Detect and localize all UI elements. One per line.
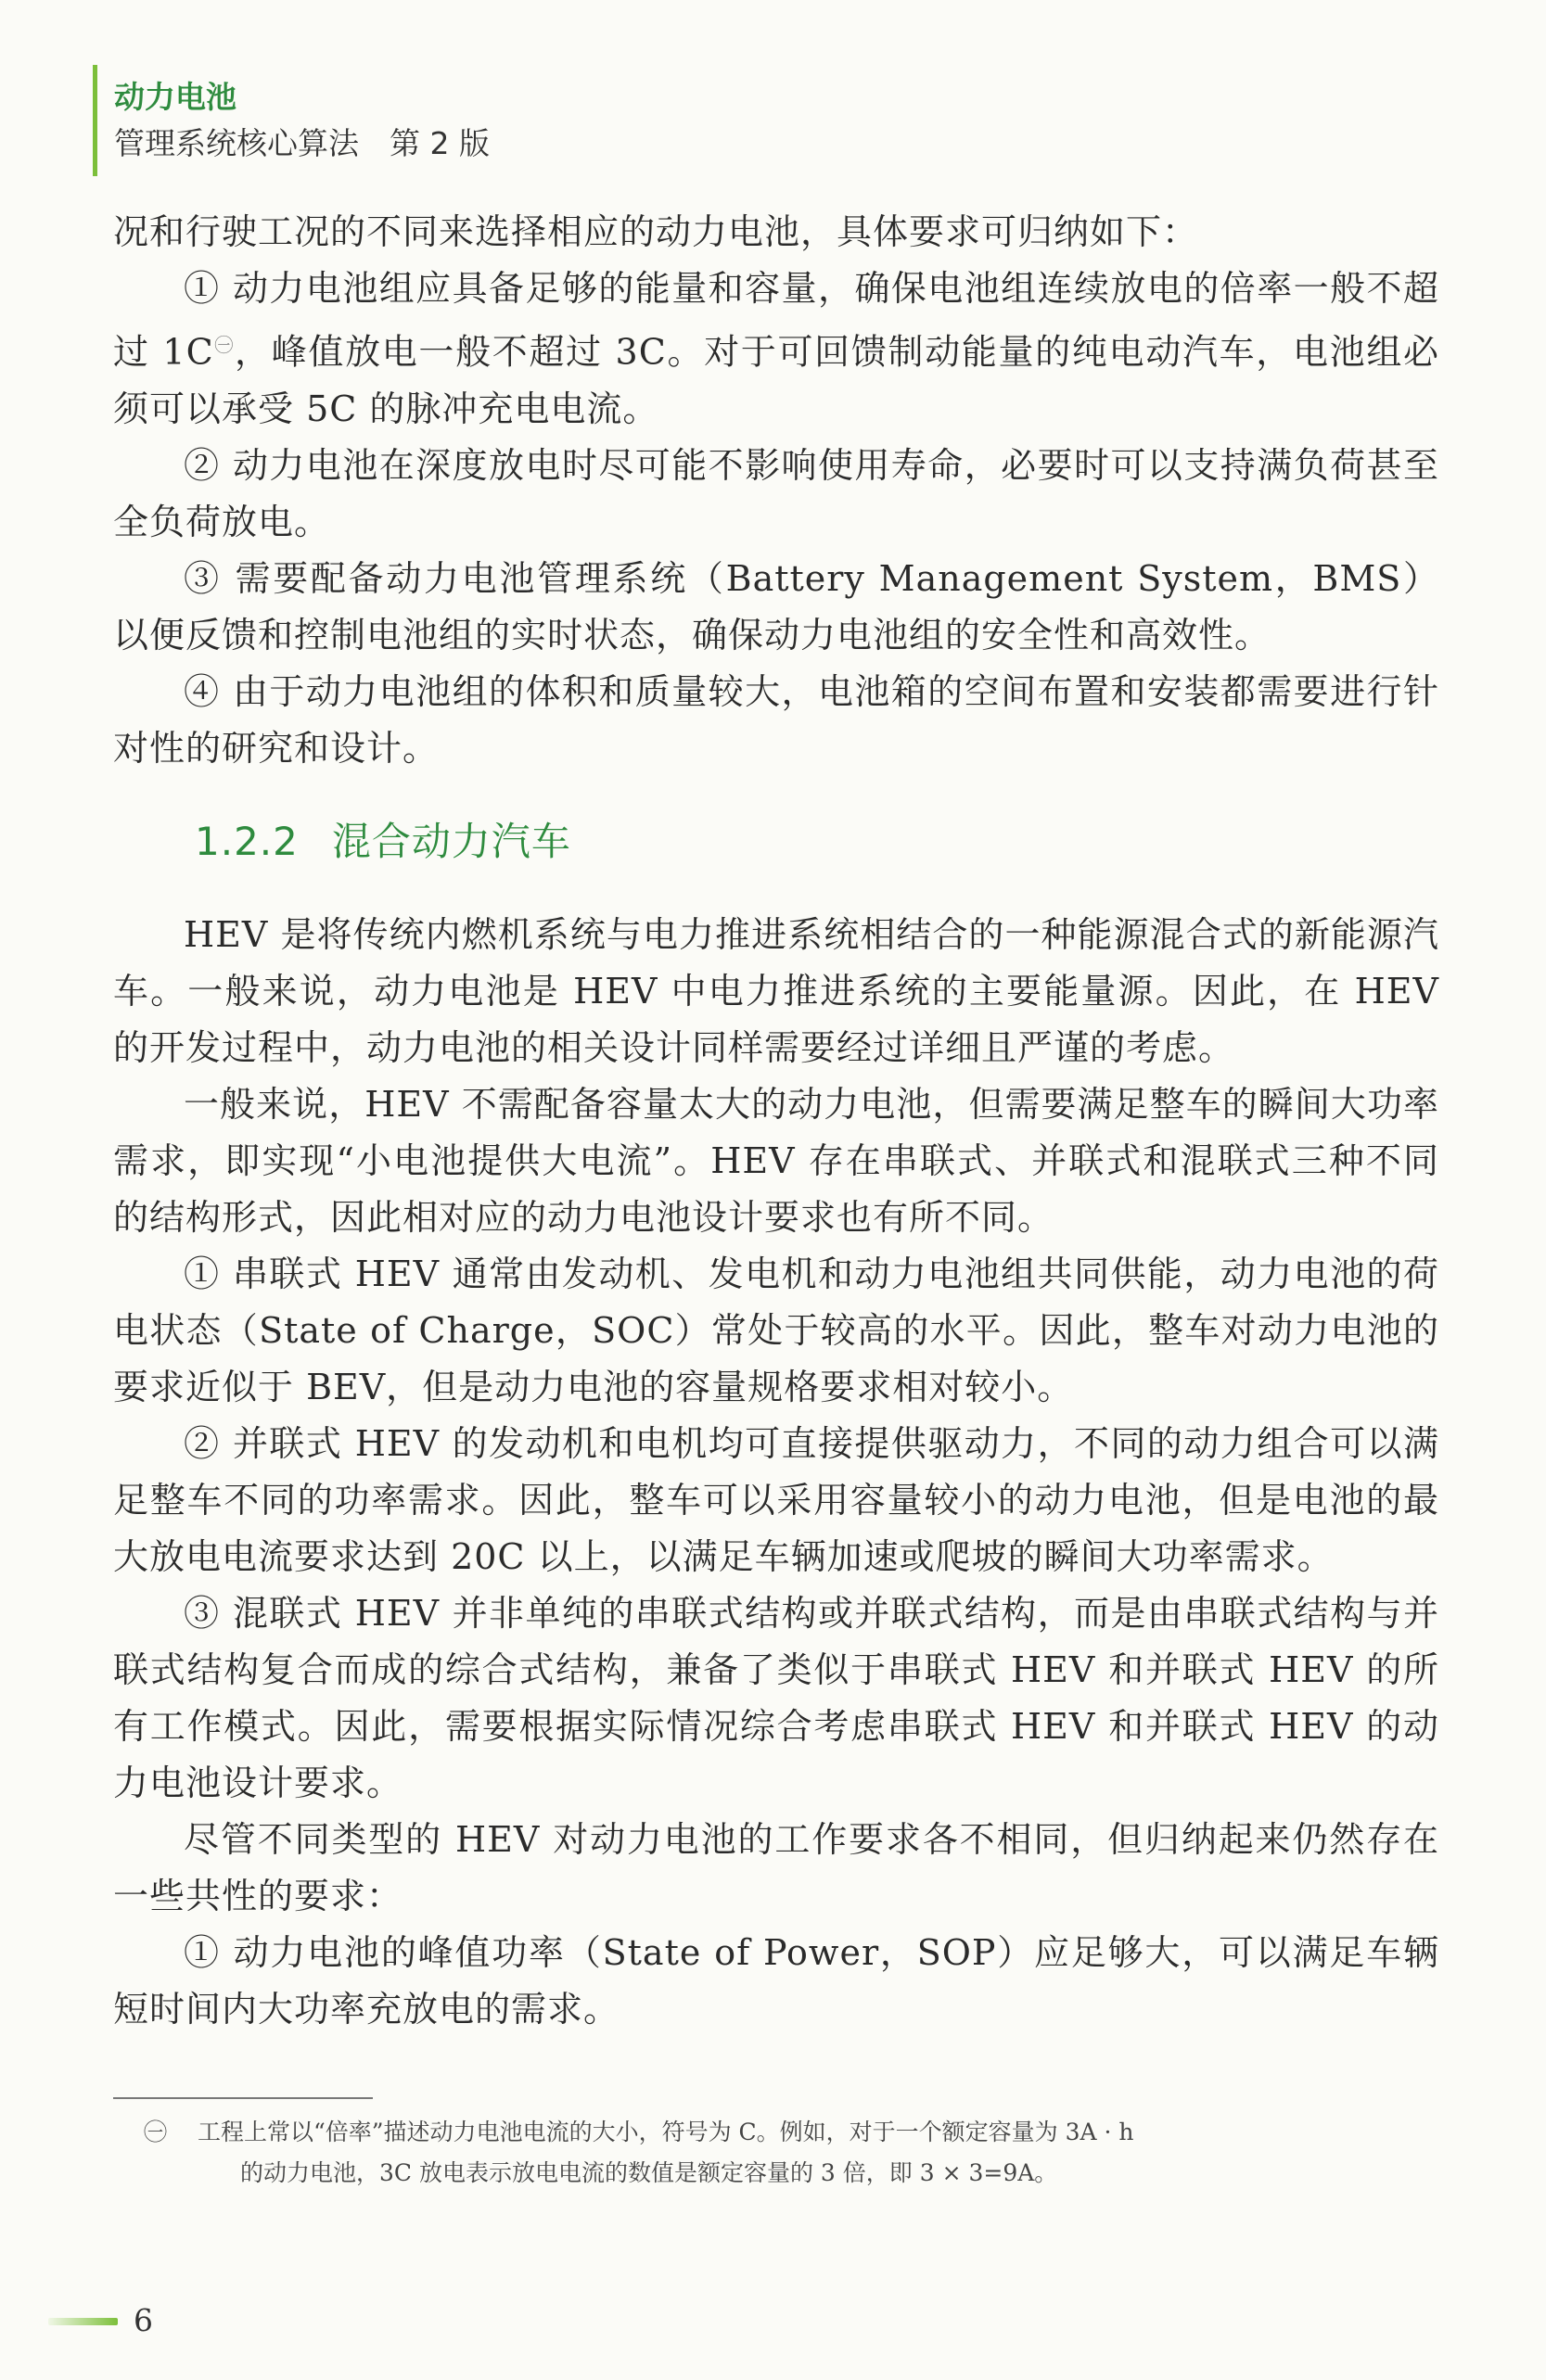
paragraph-text: ① 动力电池组应具备足够的能量和容量，确保电池组连续放电的倍率一般不超过 1C [113, 268, 1439, 373]
paragraph-text: ，峰值放电一般不超过 3C。对于可回馈制动能量的纯电动汽车，电池组必须可以承受 5C 的脉冲充电电流。 [113, 331, 1439, 429]
running-header [93, 65, 490, 176]
paragraph: ④ 由于动力电池组的体积和质量较大，电池箱的空间布置和安装都需要进行针对性的研究和设计。 [113, 670, 1439, 769]
paragraph: HEV 是将传统内燃机系统与电力推进系统相结合的一种能源混合式的新能源汽车。一般来说，动力电池是 HEV 中电力推进系统的主要能量源。因此，在 HEV 的开发过程中，动力电池的相关设计同样需要经过详细且严谨的考虑。 [113, 913, 1439, 1068]
footnote-line: 的动力电池，3C 放电表示放电电流的数值是额定容量的 3 倍，即 3 × 3=9A。 [240, 2159, 1058, 2186]
page-number: 6 [134, 2302, 153, 2338]
paragraph: ① 串联式 HEV 通常由发动机、发电机和动力电池组共同供能，动力电池的荷电状态（State of Charge，SOC）常处于较高的水平。因此，整车对动力电池的要求近似于 BEV，但是动力电池的容量规格要求相对较小。 [113, 1253, 1439, 1407]
footnote-reference: ㊀ [213, 334, 236, 356]
footnote-mark: ㊀ [144, 2119, 168, 2145]
paragraph [113, 261, 1439, 438]
section-heading [195, 814, 1439, 870]
footnote [144, 2112, 1442, 2194]
page-decoration-bar [48, 2318, 118, 2325]
paragraph: 况和行驶工况的不同来选择相应的动力电池，具体要求可归纳如下： [113, 211, 1199, 252]
paragraph: ③ 需要配备动力电池管理系统（Battery Management System，BMS）以便反馈和控制电池组的实时状态，确保动力电池组的安全性和高效性。 [113, 557, 1439, 655]
paragraph: ② 并联式 HEV 的发动机和电机均可直接提供驱动力，不同的动力组合可以满足整车不同的功率需求。因此，整车可以采用容量较小的动力电池，但是电池的最大放电电流要求达到 20C 以上，以满足车辆加速或爬坡的瞬间大功率需求。 [113, 1422, 1439, 1577]
section-number: 1.2.2 [195, 818, 299, 864]
paragraph: ② 动力电池在深度放电时尽可能不影响使用寿命，必要时可以支持满负荷甚至全负荷放电。 [113, 444, 1439, 542]
paragraph: ① 动力电池的峰值功率（State of Power，SOP）应足够大，可以满足车辆短时间内大功率充放电的需求。 [113, 1931, 1439, 2030]
paragraph: ③ 混联式 HEV 并非单纯的串联式结构或并联式结构，而是由串联式结构与并联式结构复合而成的综合式结构，兼备了类似于串联式 HEV 和并联式 HEV 的所有工作模式。因此，需要根据实际情况综合考虑串联式 HEV 和并联式 HEV 的动力电池设计要求。 [113, 1592, 1439, 1803]
footnote-divider [113, 2097, 373, 2099]
page-body [113, 204, 1439, 2038]
book-title: 动力电池 [114, 79, 236, 115]
section-title: 混合动力汽车 [331, 818, 571, 864]
book-subtitle: 管理系统核心算法 第 2 版 [114, 125, 490, 161]
paragraph: 尽管不同类型的 HEV 对动力电池的工作要求各不相同，但归纳起来仍然存在一些共性的要求： [113, 1818, 1439, 1916]
footnote-line: 工程上常以“倍率”描述动力电池电流的大小，符号为 C。例如，对于一个额定容量为 3A · h [198, 2119, 1134, 2145]
paragraph: 一般来说，HEV 不需配备容量太大的动力电池，但需要满足整车的瞬间大功率需求，即实现“小电池提供大电流”。HEV 存在串联式、并联式和混联式三种不同的结构形式，因此相对应的动力电池设计要求也有所不同。 [113, 1083, 1439, 1238]
